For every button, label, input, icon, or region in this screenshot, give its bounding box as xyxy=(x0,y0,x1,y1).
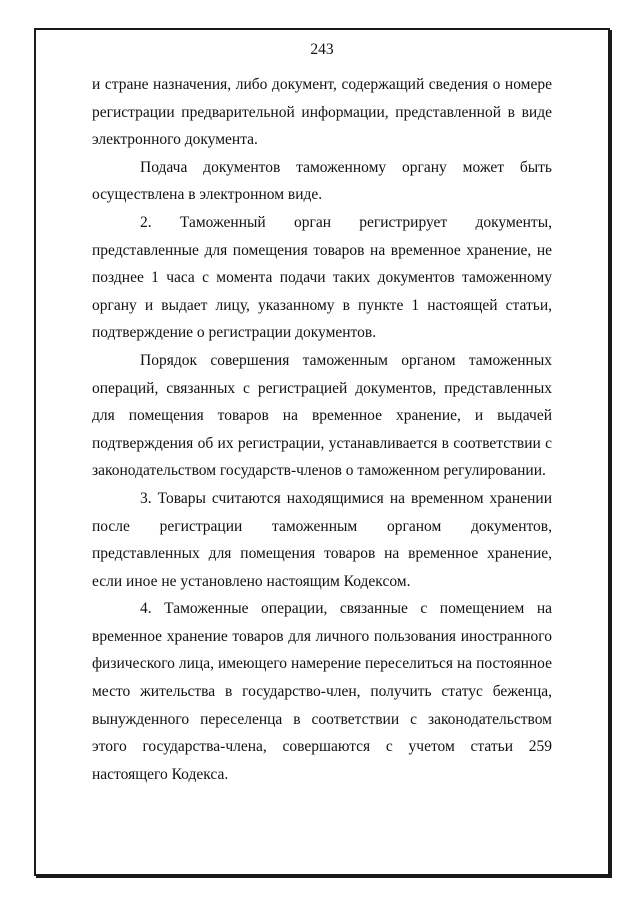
document-body xyxy=(92,71,552,788)
paragraph-1: и стране назначения, либо документ, содержащий сведения о номере регистрации предварительной информации, представленной в виде электронного документа. xyxy=(92,76,552,149)
paragraph-4: Порядок совершения таможенным органом таможенных операций, связанных с регистрацией документов, представленных для помещения товаров на временное хранение, и выдачей подтверждения об их регистрации, устанавливается в соответствии с законодательством государств-членов о таможенном регулировании. xyxy=(92,351,552,480)
paragraph-3: 2. Таможенный орган регистрирует документы, представленные для помещения товаров на временное хранение, не позднее 1 часа с момента подачи таких документов таможенному органу и выдает лицу, указанному в пункте 1 настоящей статьи, подтверждение о регистрации документов. xyxy=(92,213,552,342)
paragraph-2: Подача документов таможенному органу может быть осуществлена в электронном виде. xyxy=(92,158,552,204)
page-number: 243 xyxy=(310,41,334,58)
paragraph-5: 3. Товары считаются находящимися на временном хранении после регистрации таможенным органом документов, представленных для помещения товаров на временное хранение, если иное не установлено настоящим Кодексом. xyxy=(92,489,552,590)
page-frame xyxy=(34,28,610,876)
paragraph-6: 4. Таможенные операции, связанные с помещением на временное хранение товаров для личного пользования иностранного физического лица, имеющего намерение переселиться на постоянное место жительства в государство-член, получить статус беженца, вынужденного переселенца в соответствии с законодательством этого государства-члена, совершаются с учетом статьи 259 настоящего Кодекса. xyxy=(92,600,552,783)
